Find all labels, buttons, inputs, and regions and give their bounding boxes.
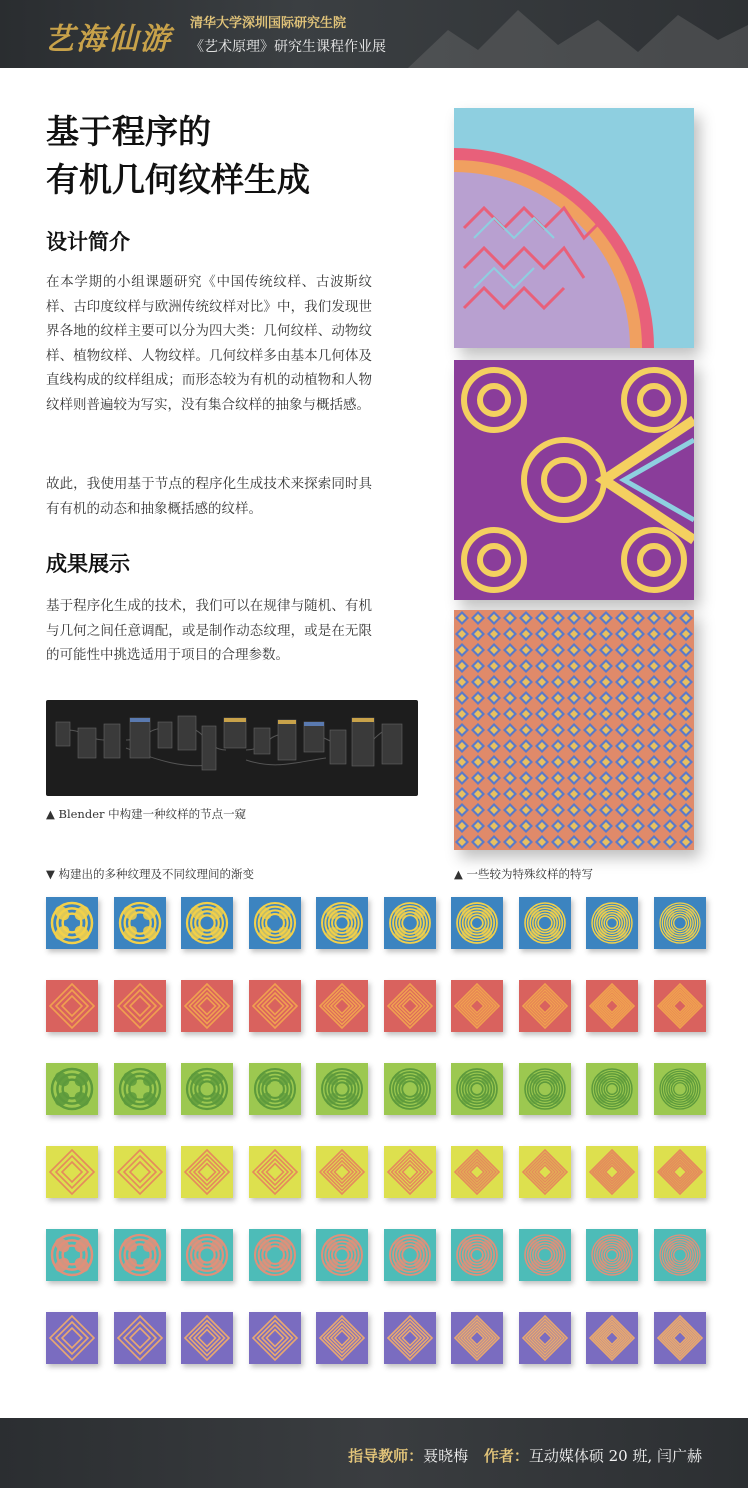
- pattern-tile: [249, 897, 301, 949]
- intro-heading: 设计简介: [46, 229, 130, 254]
- pattern-tile: [316, 1312, 368, 1364]
- pattern-tile: [316, 1146, 368, 1198]
- closeup-caption: ▲ 一些较为特殊纹样的特写: [454, 867, 593, 881]
- blender-node-screenshot: [46, 700, 418, 796]
- pattern-tile: [181, 897, 233, 949]
- pattern-tile: [654, 980, 706, 1032]
- page-title: [46, 108, 310, 204]
- pattern-tile: [181, 1229, 233, 1281]
- credits: [348, 1445, 702, 1466]
- pattern-tile: [114, 1229, 166, 1281]
- pattern-tile: [384, 1312, 436, 1364]
- pattern-tile: [654, 1312, 706, 1364]
- author-name: 互动媒体硕 20 班, 闫广赫: [528, 1447, 702, 1465]
- intro-paragraph-1: 在本学期的小组课题研究《中国传统纹样、古波斯纹样、古印度纹样与欧洲传统纹样对比》中，我们发现世界各地的纹样主要可以分为四大类：几何纹样、动物纹样、植物纹样、人物纹样。几何纹样多由基本几何体及直线构成的纹样组成；而形态较为有机的动植物和人物纹样则普遍较为写实，没有集合纹样的抽象与概括感。: [46, 274, 372, 413]
- pattern-tile: [519, 1312, 571, 1364]
- pattern-tile: [586, 980, 638, 1032]
- nodes-caption: ▲ Blender 中构建一种纹样的节点一窥: [46, 807, 247, 821]
- pattern-tile: [451, 1312, 503, 1364]
- pattern-tile: [181, 1312, 233, 1364]
- poster-header: [0, 0, 748, 68]
- logo-calligraphy: 艺海仙游: [44, 22, 172, 57]
- pattern-tile: [249, 1063, 301, 1115]
- pattern-tile: [654, 1229, 706, 1281]
- grid-caption: ▼ 构建出的多种纹理及不同纹理间的渐变: [46, 867, 254, 881]
- pattern-tile: [46, 980, 98, 1032]
- pattern-tile: [586, 1229, 638, 1281]
- pattern-tile: [114, 980, 166, 1032]
- pattern-tile: [586, 1146, 638, 1198]
- pattern-tile: [586, 897, 638, 949]
- pattern-tile: [586, 1312, 638, 1364]
- pattern-tile: [384, 897, 436, 949]
- pattern-tile: [384, 1229, 436, 1281]
- poster-footer: [0, 1418, 748, 1488]
- pattern-tile: [249, 1146, 301, 1198]
- pattern-tile: [384, 980, 436, 1032]
- course-name: 《艺术原理》研究生课程作业展: [190, 39, 386, 55]
- pattern-tile: [519, 1063, 571, 1115]
- pattern-tile: [451, 897, 503, 949]
- pattern-tile: [316, 1063, 368, 1115]
- pattern-tile: [114, 1063, 166, 1115]
- closeup-image-diamond-grid: [454, 610, 694, 850]
- pattern-tile: [46, 1229, 98, 1281]
- pattern-tile: [519, 897, 571, 949]
- pattern-tile: [249, 980, 301, 1032]
- pattern-tile: [519, 1229, 571, 1281]
- pattern-tile: [114, 897, 166, 949]
- pattern-tile: [46, 1312, 98, 1364]
- pattern-tile: [654, 1063, 706, 1115]
- pattern-tile: [451, 1063, 503, 1115]
- pattern-tile: [519, 980, 571, 1032]
- pattern-tile: [586, 1063, 638, 1115]
- pattern-tile: [654, 1146, 706, 1198]
- pattern-tile: [316, 1229, 368, 1281]
- pattern-tile: [46, 897, 98, 949]
- pattern-tile: [451, 980, 503, 1032]
- closeup-image-organic-ring: [454, 108, 694, 348]
- mountain-decoration: [408, 0, 748, 68]
- advisor-name: 聂晓梅: [423, 1447, 469, 1465]
- pattern-tile: [316, 897, 368, 949]
- pattern-tile: [451, 1146, 503, 1198]
- advisor-label: 指导教师：: [348, 1447, 424, 1465]
- pattern-tile: [519, 1146, 571, 1198]
- pattern-tile: [181, 980, 233, 1032]
- pattern-tile: [249, 1312, 301, 1364]
- title-line-2: 有机几何纹样生成: [46, 160, 310, 199]
- node-graph-drawing: [46, 700, 418, 796]
- pattern-tile: [114, 1146, 166, 1198]
- results-paragraph: 基于程序化生成的技术，我们可以在规律与随机、有机与几何之间任意调配，或是制作动态纹理，或是在无限的可能性中挑选适用于项目的合理参数。: [46, 598, 372, 663]
- author-label: 作者：: [483, 1447, 529, 1465]
- pattern-tile: [384, 1146, 436, 1198]
- pattern-tile: [46, 1063, 98, 1115]
- pattern-tile: [181, 1146, 233, 1198]
- intro-paragraph-2: 故此，我使用基于节点的程序化生成技术来探索同时具有有机的动态和抽象概括感的纹样。: [46, 476, 372, 517]
- pattern-tile: [249, 1229, 301, 1281]
- institution-name: 清华大学深圳国际研究生院: [190, 16, 347, 31]
- pattern-tile: [654, 897, 706, 949]
- pattern-tile: [181, 1063, 233, 1115]
- pattern-tile: [384, 1063, 436, 1115]
- title-line-1: 基于程序的: [46, 112, 211, 151]
- pattern-tile: [316, 980, 368, 1032]
- pattern-tile: [46, 1146, 98, 1198]
- pattern-tile: [451, 1229, 503, 1281]
- closeup-image-circles: [454, 360, 694, 600]
- results-heading: 成果展示: [46, 551, 130, 576]
- pattern-tile: [114, 1312, 166, 1364]
